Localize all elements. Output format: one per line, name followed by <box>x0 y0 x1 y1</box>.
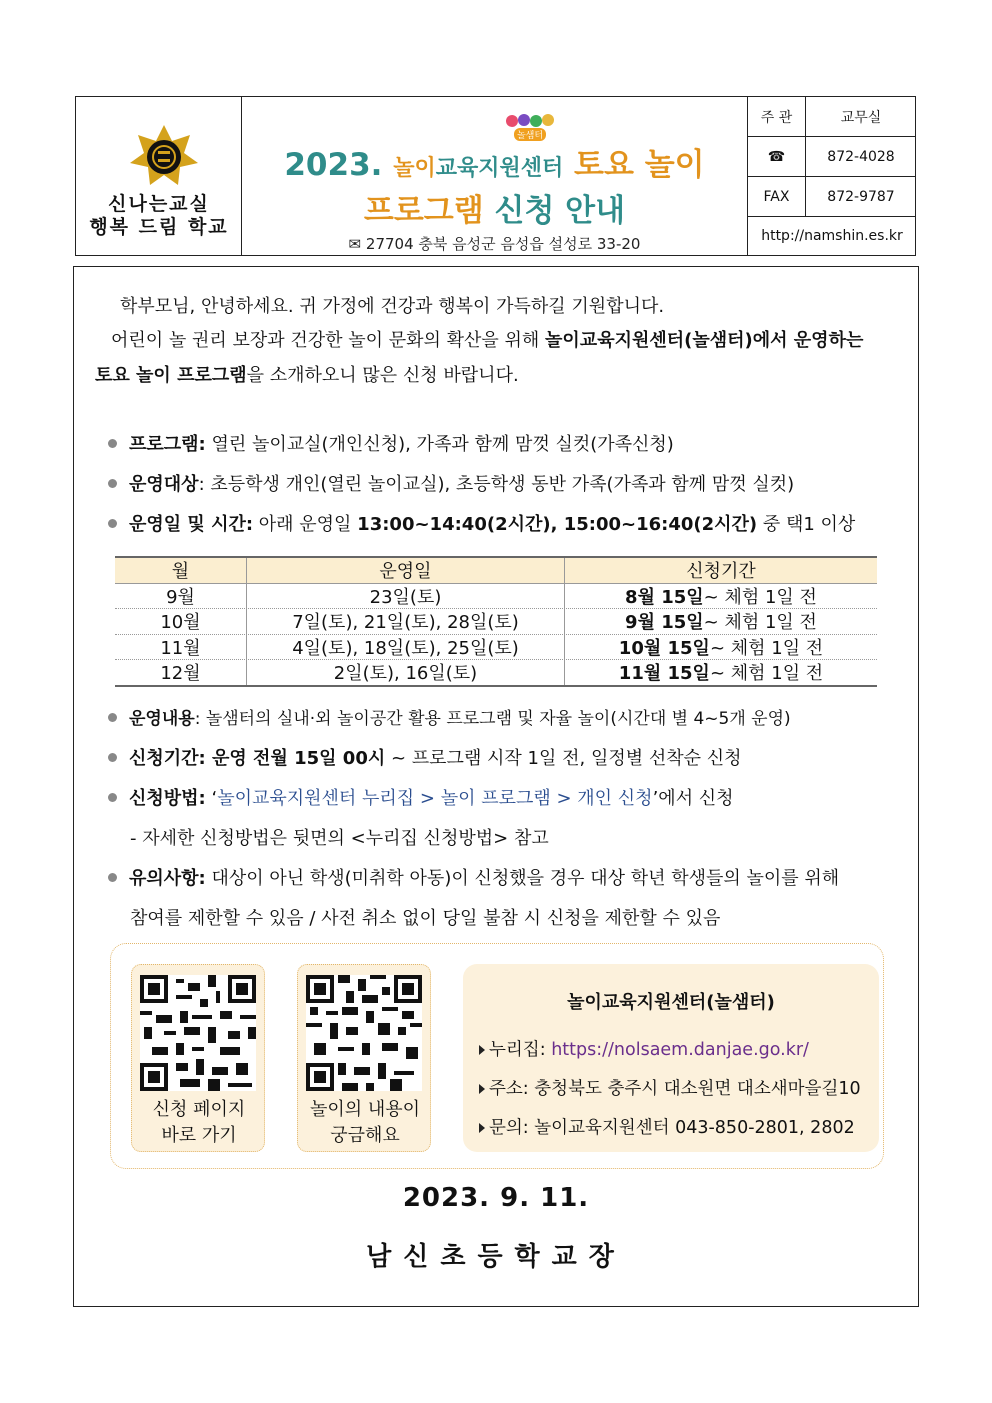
caution-text: 대상이 아닌 학생(미취학 아동)이 신청했을 경우 대상 학년 학생들의 놀이를 위해 <box>205 868 840 889</box>
bullet-caution <box>108 864 839 890</box>
addr-value: 충청북도 충주시 대소원면 대소새마을길10 <box>534 1079 861 1099</box>
mascot-label: 놀샘터 <box>516 131 544 141</box>
phone-value: 872-4028 <box>827 148 895 165</box>
qr-contact-box <box>110 943 884 1169</box>
host-value: 교무실 <box>840 109 882 126</box>
qr1-line1: 신청 페이지 <box>152 1099 246 1120</box>
method-sub: - 자세한 신청방법은 뒷면의 <누리집 신청방법> 참고 <box>130 828 549 849</box>
schedule-label: 운영일 및 시간: <box>129 514 254 535</box>
caution-label: 유의사항: <box>129 868 206 889</box>
header-period: 신청기간 <box>686 561 756 583</box>
qr1-line2: 바로 가기 <box>161 1125 237 1146</box>
bullet-target <box>108 470 794 496</box>
bullet-icon <box>108 519 117 528</box>
school-logo-cell <box>76 97 242 255</box>
period-label: 신청기간: <box>129 748 206 769</box>
cell-month: 11월 <box>115 635 247 660</box>
qr-card-apply-label <box>132 1097 266 1149</box>
period-start: 9월 15일 <box>625 612 704 634</box>
method-path: 놀이교육지원센터 누리집 > 놀이 프로그램 > 개인 신청 <box>217 788 653 809</box>
period-start: 8월 15일 <box>625 586 704 608</box>
intro-line2-b: 놀이교육지원센터(놀샘터)에서 운영하는 <box>545 330 864 351</box>
web-label: 누리집: <box>489 1040 552 1060</box>
info-row-host <box>748 97 916 137</box>
header-month: 월 <box>115 558 247 583</box>
letter-signer: 남신초등학교장 <box>366 1242 626 1272</box>
school-motto-line1: 신나는교실 <box>108 193 210 215</box>
bullet-program <box>108 430 674 456</box>
intro-line1: 학부모님, 안녕하세요. 귀 가정에 건강과 행복이 가득하길 기원합니다. <box>120 296 665 317</box>
program-label: 프로그램: <box>129 434 206 455</box>
page-subtitle <box>242 185 747 230</box>
fax-value: 872-9787 <box>827 188 895 205</box>
period-end: ~ 체험 1일 전 <box>709 637 824 659</box>
cell-period <box>565 635 877 660</box>
cell-period <box>565 584 877 609</box>
page-title <box>242 139 747 184</box>
bullet-schedule <box>108 510 855 536</box>
cell-month: 12월 <box>115 660 247 685</box>
tel-label: 문의: <box>489 1118 535 1138</box>
info-row-fax <box>748 177 916 217</box>
bullet-method <box>108 784 734 810</box>
title-brand-b: 교육지원센터 <box>435 156 564 181</box>
target-label: 운영대상 <box>129 474 199 495</box>
target-text: : 초등학생 개인(열린 놀이교실), 초등학생 동반 가족(가족과 함께 맘껏 실컷) <box>198 474 795 495</box>
table-row <box>115 609 877 635</box>
schedule-text-a: 아래 운영일 <box>253 514 358 535</box>
info-row-website[interactable] <box>748 217 916 255</box>
bullet-content <box>108 704 791 729</box>
content-label: 운영내용 <box>129 709 195 729</box>
title-rest: 토요 놀이 <box>574 147 705 183</box>
intro-line3-a: 토요 놀이 프로그램 <box>95 365 247 386</box>
intro-line3 <box>95 357 519 394</box>
school-motto-line2: 행복 드림 학교 <box>89 216 229 238</box>
address-text: 27704 충북 음성군 음성읍 설성로 33-20 <box>365 235 641 253</box>
qr-card-info[interactable] <box>297 964 431 1152</box>
intro-line3-b: 을 소개하오니 많은 신청 바랍니다. <box>246 365 519 386</box>
period-end: ~ 체험 1일 전 <box>709 663 824 685</box>
info-row-phone <box>748 137 916 177</box>
letter-header <box>75 96 916 256</box>
contact-title: 놀이교육지원센터(놀샘터) <box>567 992 775 1013</box>
period-text-b: ~ 프로그램 시작 1일 전, 일정별 선착순 신청 <box>385 748 742 769</box>
period-start: 10월 15일 <box>618 637 710 659</box>
addr-label: 주소: <box>489 1079 535 1099</box>
bullet-icon <box>108 713 117 722</box>
center-contact-card <box>463 964 879 1152</box>
qr2-line1: 놀이의 내용이 <box>309 1099 421 1120</box>
bullet-icon <box>108 793 117 802</box>
host-label: 주 관 <box>748 97 806 136</box>
title-line2-a: 프로그램 <box>363 193 484 229</box>
contact-web <box>479 1036 809 1061</box>
period-start: 11월 15일 <box>618 663 710 685</box>
school-emblem-icon <box>128 123 200 187</box>
intro-line2-a: 어린이 놀 권리 보장과 건강한 놀이 문화의 확산을 위해 <box>111 330 546 351</box>
schedule-table-header <box>115 558 877 584</box>
schedule-table <box>115 556 877 687</box>
title-line2-b: 신청 안내 <box>494 193 626 229</box>
phone-icon: ☎ <box>748 137 806 176</box>
title-cell <box>242 97 747 255</box>
bullet-icon <box>108 873 117 882</box>
caution-text2: 참여를 제한할 수 있음 / 사전 취소 없이 당일 불참 시 신청을 제한할 수 있음 <box>130 908 721 929</box>
cell-days: 23일(토) <box>247 584 565 609</box>
website-link[interactable]: http://namshin.es.kr <box>761 228 903 244</box>
bullet-period <box>108 744 742 770</box>
title-brand-a: 놀이 <box>393 156 436 181</box>
arrow-icon <box>479 1084 485 1094</box>
arrow-icon <box>479 1123 485 1133</box>
cell-days: 7일(토), 21일(토), 28일(토) <box>247 609 565 634</box>
qr-code-icon[interactable] <box>306 975 422 1091</box>
method-text-c: ’에서 신청 <box>652 788 734 809</box>
schedule-text-b: 13:00~14:40(2시간), 15:00~16:40(2시간) <box>357 514 758 535</box>
method-text-a: ‘ <box>205 788 218 809</box>
cell-period <box>565 660 877 685</box>
cell-days: 4일(토), 18일(토), 25일(토) <box>247 635 565 660</box>
school-address <box>242 233 747 254</box>
contact-address <box>479 1075 861 1100</box>
tel-value: 놀이교육지원센터 043-850-2801, 2802 <box>534 1118 855 1138</box>
header-days: 운영일 <box>247 558 565 583</box>
period-text-a: 운영 전월 15일 00시 <box>205 748 386 769</box>
address-mark-icon: ✉ <box>348 235 362 253</box>
qr-code-icon[interactable] <box>140 975 256 1091</box>
fax-label: FAX <box>748 177 806 216</box>
qr-card-apply[interactable] <box>131 964 265 1152</box>
web-link[interactable]: https://nolsaem.danjae.go.kr/ <box>551 1040 809 1060</box>
bullet-icon <box>108 439 117 448</box>
schedule-text-c: 중 택1 이상 <box>757 514 856 535</box>
bullet-icon <box>108 479 117 488</box>
qr-card-info-label <box>298 1097 432 1149</box>
intro-line2 <box>111 322 911 359</box>
program-text: 열린 놀이교실(개인신청), 가족과 함께 맘껏 실컷(가족신청) <box>205 434 674 455</box>
qr2-line2: 궁금해요 <box>330 1125 400 1146</box>
period-end: ~ 체험 1일 전 <box>703 586 817 608</box>
table-row <box>115 635 877 661</box>
period-end: ~ 체험 1일 전 <box>703 612 817 634</box>
table-row <box>115 584 877 610</box>
contact-tel <box>479 1114 855 1139</box>
arrow-icon <box>479 1045 485 1055</box>
title-year: 2023. <box>284 147 383 183</box>
bullet-icon <box>108 753 117 762</box>
cell-month: 10월 <box>115 609 247 634</box>
letter-date: 2023. 9. 11. <box>402 1183 590 1213</box>
cell-period <box>565 609 877 634</box>
content-text: : 놀샘터의 실내·외 놀이공간 활용 프로그램 및 자율 놀이(시간대 별 4~5개 운영) <box>194 709 791 729</box>
cell-days: 2일(토), 16일(토) <box>247 660 565 685</box>
method-label: 신청방법: <box>129 788 206 809</box>
table-row <box>115 660 877 685</box>
contact-info-table <box>747 97 915 255</box>
cell-month: 9월 <box>115 584 247 609</box>
